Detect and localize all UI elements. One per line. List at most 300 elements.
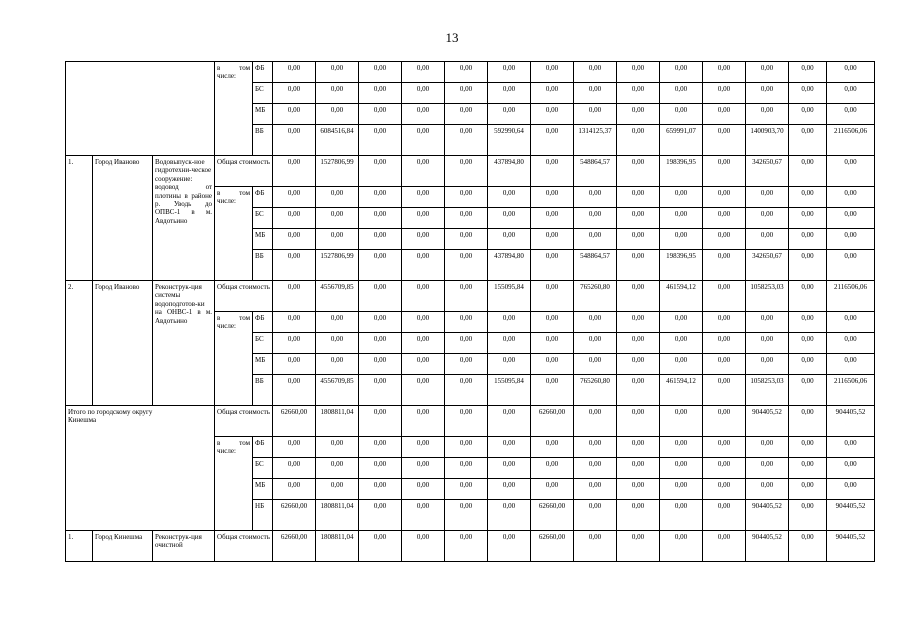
value-cell: 0,00	[445, 406, 488, 437]
table-row	[66, 62, 875, 83]
value-cell: 0,00	[402, 312, 445, 333]
value-cell: 765260,80	[574, 281, 617, 312]
value-cell: 0,00	[660, 333, 703, 354]
value-cell: 0,00	[703, 333, 746, 354]
value-cell: 0,00	[574, 354, 617, 375]
value-cell: 0,00	[827, 156, 875, 187]
value-cell: 0,00	[574, 208, 617, 229]
value-cell: 0,00	[359, 333, 402, 354]
value-cell: 0,00	[789, 281, 827, 312]
source-cell: БС	[253, 83, 273, 104]
value-cell: 0,00	[703, 354, 746, 375]
value-cell: 0,00	[445, 104, 488, 125]
value-cell: 0,00	[789, 156, 827, 187]
value-cell: 62660,00	[531, 500, 574, 531]
value-cell: 0,00	[617, 437, 660, 458]
source-cell: МБ	[253, 479, 273, 500]
value-cell: 62660,00	[273, 406, 316, 437]
total-cost-label: Общая стоимость	[215, 281, 273, 312]
object-cell: Реконструк-ция очистной	[153, 531, 215, 562]
value-cell: 1527806,99	[316, 250, 359, 281]
value-cell: 0,00	[789, 479, 827, 500]
value-cell: 548864,57	[574, 250, 617, 281]
value-cell: 2116506,06	[827, 375, 875, 406]
value-cell: 1808811,04	[316, 500, 359, 531]
value-cell: 548864,57	[574, 156, 617, 187]
value-cell: 0,00	[273, 333, 316, 354]
value-cell: 0,00	[445, 333, 488, 354]
value-cell: 904405,52	[746, 531, 789, 562]
value-cell: 0,00	[746, 458, 789, 479]
value-cell: 0,00	[617, 375, 660, 406]
value-cell: 0,00	[316, 458, 359, 479]
value-cell: 0,00	[660, 104, 703, 125]
value-cell: 0,00	[316, 83, 359, 104]
value-cell: 0,00	[746, 83, 789, 104]
value-cell: 0,00	[273, 375, 316, 406]
value-cell: 0,00	[703, 500, 746, 531]
value-cell: 0,00	[359, 406, 402, 437]
value-cell: 0,00	[531, 62, 574, 83]
value-cell: 0,00	[273, 229, 316, 250]
value-cell: 0,00	[746, 62, 789, 83]
value-cell: 0,00	[789, 250, 827, 281]
value-cell: 0,00	[445, 354, 488, 375]
value-cell: 0,00	[789, 500, 827, 531]
source-cell: ВБ	[253, 250, 273, 281]
value-cell: 0,00	[402, 479, 445, 500]
value-cell: 0,00	[827, 62, 875, 83]
value-cell: 0,00	[660, 187, 703, 208]
value-cell: 0,00	[746, 437, 789, 458]
value-cell: 0,00	[359, 187, 402, 208]
value-cell: 0,00	[445, 187, 488, 208]
value-cell: 0,00	[827, 333, 875, 354]
value-cell: 904405,52	[827, 500, 875, 531]
value-cell: 0,00	[789, 458, 827, 479]
value-cell: 0,00	[316, 312, 359, 333]
value-cell: 0,00	[746, 229, 789, 250]
value-cell: 0,00	[445, 125, 488, 156]
value-cell: 0,00	[488, 104, 531, 125]
territory-cell: Город Кинешма	[93, 531, 153, 562]
value-cell: 0,00	[660, 83, 703, 104]
value-cell: 0,00	[273, 281, 316, 312]
value-cell: 904405,52	[746, 406, 789, 437]
value-cell: 0,00	[617, 479, 660, 500]
value-cell: 0,00	[574, 83, 617, 104]
value-cell: 0,00	[273, 479, 316, 500]
value-cell: 2116506,06	[827, 281, 875, 312]
value-cell: 0,00	[402, 458, 445, 479]
value-cell: 4556709,85	[316, 375, 359, 406]
value-cell: 0,00	[617, 281, 660, 312]
source-cell: ВБ	[253, 125, 273, 156]
value-cell: 0,00	[703, 458, 746, 479]
value-cell: 0,00	[488, 437, 531, 458]
value-cell: 0,00	[660, 354, 703, 375]
value-cell: 342650,67	[746, 156, 789, 187]
value-cell: 0,00	[359, 458, 402, 479]
value-cell: 0,00	[789, 229, 827, 250]
value-cell: 0,00	[703, 375, 746, 406]
value-cell: 0,00	[273, 312, 316, 333]
value-cell: 904405,52	[746, 500, 789, 531]
value-cell: 155095,84	[488, 281, 531, 312]
value-cell: 0,00	[359, 312, 402, 333]
value-cell: 0,00	[531, 250, 574, 281]
value-cell: 0,00	[273, 83, 316, 104]
value-cell: 0,00	[488, 83, 531, 104]
value-cell: 0,00	[789, 62, 827, 83]
value-cell: 0,00	[402, 125, 445, 156]
value-cell: 62660,00	[273, 531, 316, 562]
value-cell: 0,00	[703, 531, 746, 562]
value-cell: 0,00	[402, 156, 445, 187]
incl-label: в том числе:	[215, 62, 253, 156]
value-cell: 0,00	[703, 208, 746, 229]
value-cell: 0,00	[359, 125, 402, 156]
value-cell: 0,00	[703, 479, 746, 500]
value-cell: 0,00	[531, 437, 574, 458]
value-cell: 0,00	[746, 187, 789, 208]
value-cell: 0,00	[273, 250, 316, 281]
value-cell: 0,00	[746, 354, 789, 375]
value-cell: 0,00	[617, 333, 660, 354]
value-cell: 0,00	[316, 437, 359, 458]
incl-label: в том числе:	[215, 312, 253, 406]
value-cell: 0,00	[531, 83, 574, 104]
value-cell: 0,00	[273, 458, 316, 479]
value-cell: 0,00	[402, 229, 445, 250]
source-cell: БС	[253, 458, 273, 479]
value-cell: 0,00	[445, 458, 488, 479]
value-cell: 0,00	[617, 62, 660, 83]
value-cell: 0,00	[574, 62, 617, 83]
value-cell: 0,00	[402, 437, 445, 458]
value-cell: 437894,80	[488, 156, 531, 187]
value-cell: 0,00	[402, 375, 445, 406]
value-cell: 0,00	[316, 479, 359, 500]
value-cell: 0,00	[617, 187, 660, 208]
value-cell: 0,00	[531, 104, 574, 125]
value-cell: 0,00	[273, 104, 316, 125]
value-cell: 0,00	[574, 437, 617, 458]
source-cell: НБ	[253, 500, 273, 531]
value-cell: 0,00	[531, 479, 574, 500]
value-cell: 0,00	[789, 531, 827, 562]
value-cell: 62660,00	[531, 531, 574, 562]
incl-label: в том числе:	[215, 187, 253, 281]
value-cell: 0,00	[574, 333, 617, 354]
value-cell: 0,00	[574, 187, 617, 208]
table-row	[66, 281, 875, 312]
value-cell: 0,00	[617, 500, 660, 531]
value-cell: 0,00	[359, 208, 402, 229]
value-cell: 0,00	[703, 156, 746, 187]
value-cell: 0,00	[660, 479, 703, 500]
group-cell-empty	[66, 62, 215, 156]
value-cell: 0,00	[531, 458, 574, 479]
value-cell: 0,00	[660, 208, 703, 229]
value-cell: 0,00	[445, 479, 488, 500]
value-cell: 0,00	[488, 208, 531, 229]
value-cell: 1808811,04	[316, 406, 359, 437]
subtotal-title	[66, 406, 215, 531]
value-cell: 0,00	[574, 531, 617, 562]
value-cell: 0,00	[789, 125, 827, 156]
value-cell: 0,00	[617, 83, 660, 104]
value-cell: 0,00	[445, 83, 488, 104]
value-cell: 0,00	[488, 333, 531, 354]
table-row	[66, 531, 875, 562]
value-cell: 0,00	[617, 354, 660, 375]
value-cell: 0,00	[402, 62, 445, 83]
value-cell: 0,00	[827, 312, 875, 333]
value-cell: 0,00	[789, 437, 827, 458]
value-cell: 0,00	[402, 208, 445, 229]
value-cell: 0,00	[359, 375, 402, 406]
value-cell: 0,00	[531, 229, 574, 250]
value-cell: 0,00	[703, 104, 746, 125]
table-row	[66, 406, 875, 437]
value-cell: 592990,64	[488, 125, 531, 156]
value-cell: 0,00	[488, 62, 531, 83]
value-cell: 0,00	[746, 104, 789, 125]
value-cell: 765260,80	[574, 375, 617, 406]
value-cell: 0,00	[273, 437, 316, 458]
value-cell: 0,00	[273, 354, 316, 375]
value-cell: 0,00	[660, 406, 703, 437]
value-cell: 0,00	[488, 312, 531, 333]
value-cell: 461594,12	[660, 281, 703, 312]
value-cell: 0,00	[488, 500, 531, 531]
value-cell: 0,00	[703, 229, 746, 250]
table-row	[66, 156, 875, 187]
object-cell: Водовыпуск-ное гидротехни-ческое сооружение: водовод от плотины в районе р. Уводь до ОПВС-1 в м. Авдотьино	[153, 156, 215, 281]
value-cell: 0,00	[746, 479, 789, 500]
value-cell: 0,00	[445, 375, 488, 406]
value-cell: 2116506,06	[827, 125, 875, 156]
value-cell: 4556709,85	[316, 281, 359, 312]
value-cell: 0,00	[574, 104, 617, 125]
value-cell: 0,00	[445, 62, 488, 83]
value-cell: 0,00	[316, 62, 359, 83]
value-cell: 0,00	[316, 187, 359, 208]
value-cell: 1314125,37	[574, 125, 617, 156]
value-cell: 0,00	[660, 312, 703, 333]
subtotal-title-right: Кинешма	[68, 416, 97, 425]
value-cell: 0,00	[445, 500, 488, 531]
value-cell: 0,00	[402, 250, 445, 281]
value-cell: 0,00	[402, 531, 445, 562]
value-cell: 0,00	[827, 187, 875, 208]
value-cell: 0,00	[703, 281, 746, 312]
source-cell: ФБ	[253, 187, 273, 208]
value-cell: 0,00	[660, 437, 703, 458]
value-cell: 0,00	[488, 479, 531, 500]
value-cell: 437894,80	[488, 250, 531, 281]
value-cell: 0,00	[402, 500, 445, 531]
value-cell: 0,00	[703, 406, 746, 437]
value-cell: 0,00	[316, 229, 359, 250]
value-cell: 0,00	[445, 437, 488, 458]
value-cell: 0,00	[359, 281, 402, 312]
source-cell: МБ	[253, 229, 273, 250]
value-cell: 0,00	[703, 437, 746, 458]
incl-label: в том числе:	[215, 437, 253, 531]
value-cell: 0,00	[827, 250, 875, 281]
value-cell: 0,00	[359, 104, 402, 125]
value-cell: 0,00	[402, 83, 445, 104]
value-cell: 0,00	[445, 229, 488, 250]
value-cell: 0,00	[488, 458, 531, 479]
value-cell: 0,00	[402, 354, 445, 375]
value-cell: 659991,07	[660, 125, 703, 156]
row-number: 1.	[66, 156, 93, 281]
value-cell: 0,00	[617, 229, 660, 250]
value-cell: 0,00	[531, 333, 574, 354]
value-cell: 0,00	[488, 406, 531, 437]
value-cell: 0,00	[316, 354, 359, 375]
value-cell: 0,00	[273, 156, 316, 187]
value-cell: 0,00	[445, 312, 488, 333]
value-cell: 904405,52	[827, 406, 875, 437]
value-cell: 0,00	[789, 83, 827, 104]
value-cell: 0,00	[660, 62, 703, 83]
value-cell: 0,00	[789, 187, 827, 208]
value-cell: 0,00	[531, 312, 574, 333]
value-cell: 0,00	[789, 333, 827, 354]
value-cell: 1058253,03	[746, 375, 789, 406]
total-cost-label: Общая стоимость	[215, 406, 273, 437]
value-cell: 0,00	[574, 406, 617, 437]
source-cell: ФБ	[253, 62, 273, 83]
subtotal-title-left: Итого по городскому округу	[68, 408, 153, 416]
value-cell: 0,00	[316, 104, 359, 125]
value-cell: 0,00	[703, 250, 746, 281]
value-cell: 0,00	[827, 104, 875, 125]
total-cost-label: Общая стоимость	[215, 156, 273, 187]
value-cell: 0,00	[359, 500, 402, 531]
value-cell: 0,00	[359, 229, 402, 250]
value-cell: 0,00	[402, 281, 445, 312]
value-cell: 0,00	[531, 281, 574, 312]
value-cell: 0,00	[402, 104, 445, 125]
value-cell: 62660,00	[531, 406, 574, 437]
value-cell: 155095,84	[488, 375, 531, 406]
source-cell: МБ	[253, 354, 273, 375]
value-cell: 0,00	[617, 531, 660, 562]
value-cell: 0,00	[789, 375, 827, 406]
value-cell: 0,00	[703, 312, 746, 333]
value-cell: 0,00	[531, 354, 574, 375]
value-cell: 0,00	[359, 531, 402, 562]
value-cell: 0,00	[703, 187, 746, 208]
source-cell: БС	[253, 208, 273, 229]
value-cell: 0,00	[273, 208, 316, 229]
value-cell: 0,00	[703, 62, 746, 83]
value-cell: 0,00	[827, 437, 875, 458]
value-cell: 0,00	[359, 479, 402, 500]
value-cell: 1400903,70	[746, 125, 789, 156]
value-cell: 0,00	[827, 229, 875, 250]
territory-cell: Город Иваново	[93, 281, 153, 406]
value-cell: 0,00	[445, 281, 488, 312]
value-cell: 0,00	[789, 354, 827, 375]
value-cell: 0,00	[574, 479, 617, 500]
value-cell: 0,00	[273, 187, 316, 208]
value-cell: 0,00	[789, 406, 827, 437]
row-number: 1.	[66, 531, 93, 562]
value-cell: 198396,95	[660, 156, 703, 187]
value-cell: 0,00	[359, 437, 402, 458]
object-cell: Реконструк-ция системы водоподготов-ки на ОНВС-1 в м. Авдотьино	[153, 281, 215, 406]
value-cell: 0,00	[574, 500, 617, 531]
source-cell: ВБ	[253, 375, 273, 406]
source-cell: ФБ	[253, 312, 273, 333]
value-cell: 6084516,84	[316, 125, 359, 156]
value-cell: 0,00	[827, 458, 875, 479]
value-cell: 0,00	[359, 250, 402, 281]
value-cell: 0,00	[402, 406, 445, 437]
value-cell: 1808811,04	[316, 531, 359, 562]
value-cell: 0,00	[402, 333, 445, 354]
value-cell: 0,00	[359, 156, 402, 187]
source-cell: БС	[253, 333, 273, 354]
value-cell: 0,00	[617, 250, 660, 281]
value-cell: 0,00	[660, 229, 703, 250]
value-cell: 0,00	[827, 479, 875, 500]
page-number: 13	[445, 30, 459, 45]
value-cell: 461594,12	[660, 375, 703, 406]
value-cell: 0,00	[617, 156, 660, 187]
value-cell: 0,00	[827, 208, 875, 229]
value-cell: 904405,52	[827, 531, 875, 562]
value-cell: 0,00	[359, 83, 402, 104]
value-cell: 0,00	[789, 104, 827, 125]
value-cell: 0,00	[617, 208, 660, 229]
value-cell: 0,00	[359, 354, 402, 375]
value-cell: 0,00	[574, 458, 617, 479]
value-cell: 0,00	[660, 531, 703, 562]
value-cell: 0,00	[827, 83, 875, 104]
value-cell: 0,00	[531, 125, 574, 156]
value-cell: 0,00	[316, 333, 359, 354]
value-cell: 1058253,03	[746, 281, 789, 312]
value-cell: 0,00	[617, 104, 660, 125]
value-cell: 0,00	[445, 208, 488, 229]
value-cell: 0,00	[703, 83, 746, 104]
value-cell: 0,00	[574, 312, 617, 333]
budget-table	[65, 61, 875, 562]
value-cell: 0,00	[746, 208, 789, 229]
value-cell: 0,00	[488, 229, 531, 250]
value-cell: 0,00	[488, 187, 531, 208]
value-cell: 0,00	[531, 208, 574, 229]
value-cell: 0,00	[617, 406, 660, 437]
value-cell: 0,00	[617, 125, 660, 156]
value-cell: 0,00	[445, 250, 488, 281]
value-cell: 0,00	[488, 531, 531, 562]
value-cell: 0,00	[316, 208, 359, 229]
value-cell: 0,00	[789, 312, 827, 333]
value-cell: 0,00	[789, 208, 827, 229]
value-cell: 0,00	[531, 375, 574, 406]
value-cell: 198396,95	[660, 250, 703, 281]
value-cell: 0,00	[703, 125, 746, 156]
value-cell: 342650,67	[746, 250, 789, 281]
